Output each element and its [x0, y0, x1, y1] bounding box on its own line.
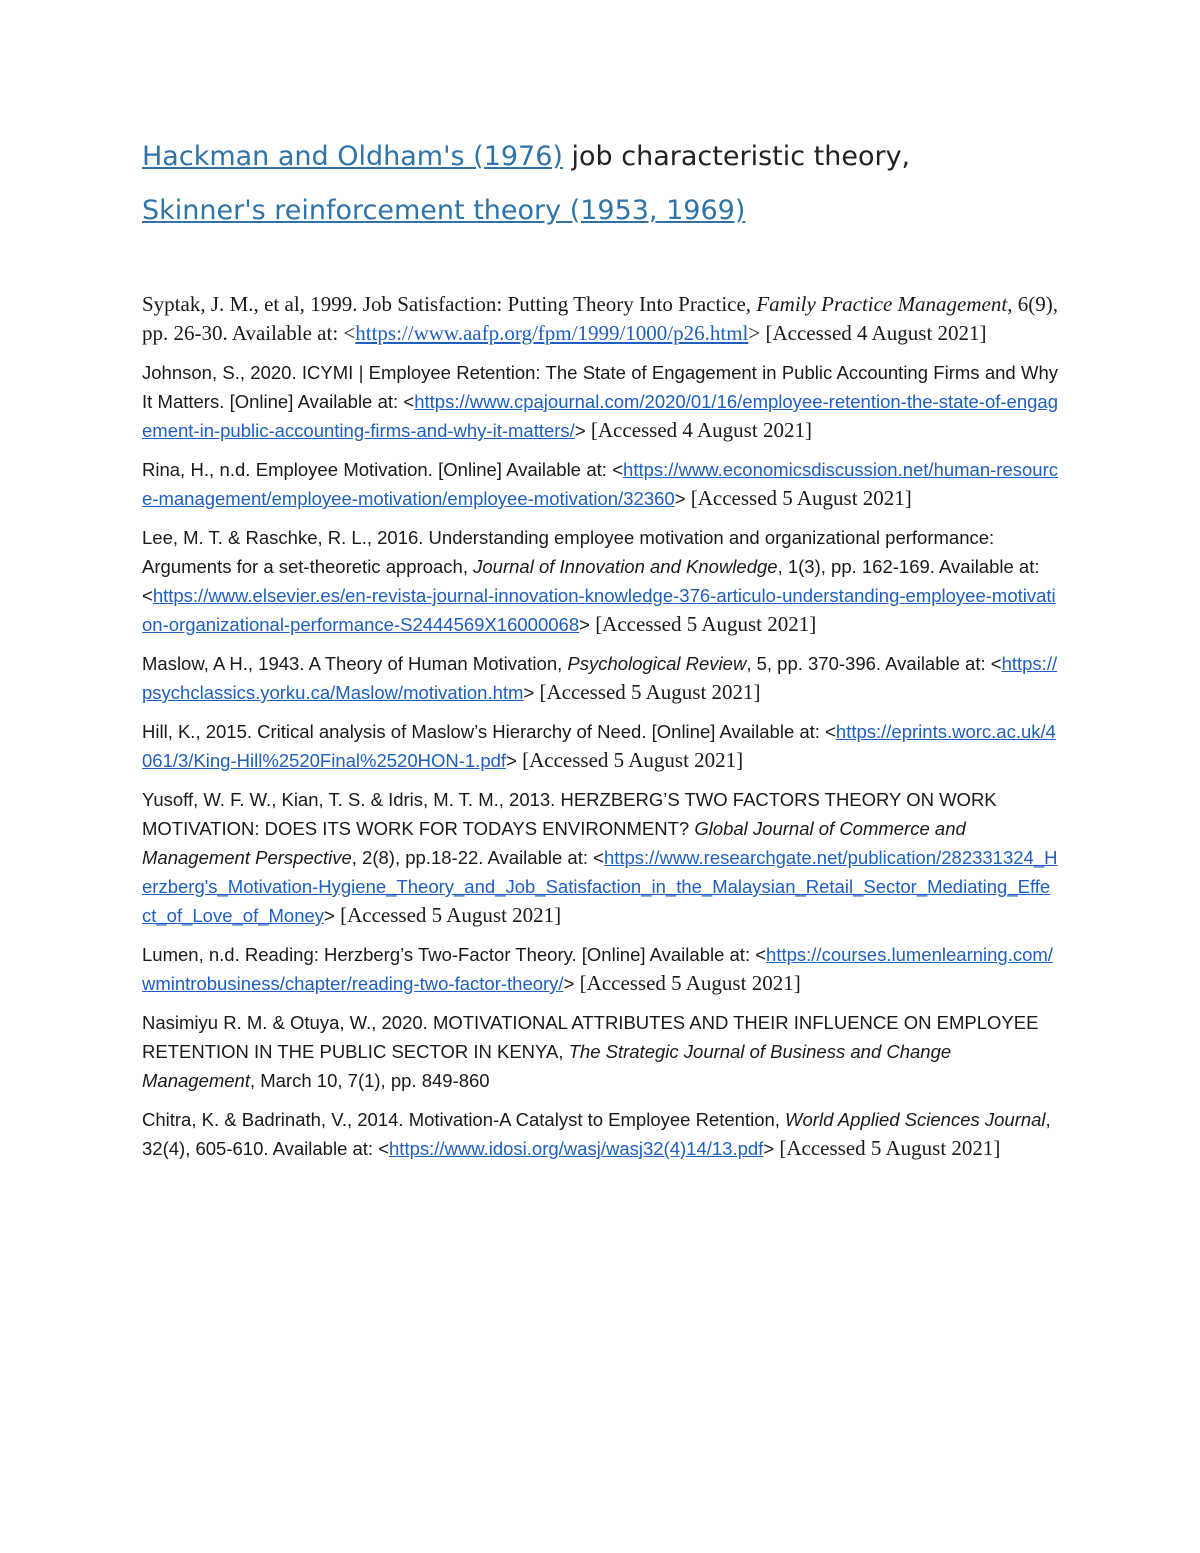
reference-url-link[interactable]: https://www.cpajournal.com/2020/01/16/employee-retention-the-state-of-engagement-in-public-accounting-firms-and-why-it-matters/ — [142, 391, 1058, 441]
reference-text: , 32(4), 605-610. Available at: < — [142, 1109, 1051, 1159]
reference-text: > — [579, 614, 590, 635]
reference-text: , March 10, 7(1), pp. 849-860 — [249, 1070, 490, 1091]
reference-text: Johnson, S., 2020. ICYMI | Employee Retention: The State of Engagement in Public Accounting Firms and Why It Matters. [Online] Available at: < — [142, 362, 1058, 412]
heading-link[interactable]: Skinner's reinforcement theory (1953, 1969) — [142, 195, 746, 226]
reference-text: , 6(9), pp. 26-30. Available at: < — [142, 292, 1058, 345]
reference-accessed: [Accessed 5 August 2021] — [774, 1136, 1001, 1160]
reference-text: > — [574, 420, 586, 441]
reference-journal: Psychological Review — [567, 653, 747, 674]
reference-accessed: [Accessed 5 August 2021] — [589, 612, 817, 636]
reference-text: > — [674, 488, 686, 509]
reference-journal: Journal of Innovation and Knowledge — [473, 556, 778, 577]
reference-accessed: [Accessed 5 August 2021] — [574, 971, 801, 995]
reference-url-link[interactable]: https://psychclassics.yorku.ca/Maslow/motivation.htm — [142, 653, 1058, 703]
heading-hackman-oldham — [142, 138, 1058, 176]
reference-item — [142, 649, 1058, 707]
reference-text: > — [763, 1138, 775, 1159]
reference-text: > — [748, 321, 761, 345]
document-page — [142, 138, 1058, 1173]
reference-accessed: [Accessed 5 August 2021] — [334, 903, 562, 927]
reference-item — [142, 523, 1058, 639]
reference-accessed: [Accessed 4 August 2021] — [585, 418, 812, 442]
heading-text: job characteristic theory, — [562, 141, 911, 172]
reference-text: Lee, M. T. & Raschke, R. L., 2016. Understanding employee motivation and organizational performance: Arguments for a set-theoretic approach, — [142, 527, 995, 577]
reference-item — [142, 358, 1058, 445]
reference-text: Maslow, A H., 1943. A Theory of Human Motivation, — [142, 653, 568, 674]
reference-url-link[interactable]: https://www.economicsdiscussion.net/human-resource-management/employee-motivation/employee-motivation/32360 — [142, 459, 1058, 509]
reference-url-link[interactable]: https://www.researchgate.net/publication/282331324_Herzberg's_Motivation-Hygiene_Theory_and_Job_Satisfaction_in_the_Malaysian_Retail_Sector_Mediating_Effect_of_Love_of_Money — [142, 847, 1058, 926]
reference-text: > — [324, 905, 335, 926]
reference-url-link[interactable]: https://www.idosi.org/wasj/wasj32(4)14/13.pdf — [389, 1138, 764, 1159]
reference-item — [142, 455, 1058, 513]
reference-text: , 1(3), pp. 162-169. Available at: < — [142, 556, 1040, 606]
heading-link[interactable]: Hackman and Oldham's (1976) — [142, 141, 563, 172]
reference-text: Rina, H., n.d. Employee Motivation. [Online] Available at: < — [142, 459, 624, 480]
reference-url-link[interactable]: https://www.elsevier.es/en-revista-journal-innovation-knowledge-376-articulo-understanding-employee-motivation-organizational-performance-S2444569X16000068 — [142, 585, 1056, 635]
reference-item — [142, 1008, 1058, 1095]
reference-journal: World Applied Sciences Journal — [785, 1109, 1046, 1130]
reference-journal: Family Practice Management — [756, 292, 1008, 316]
reference-accessed: [Accessed 5 August 2021] — [685, 486, 912, 510]
reference-text: Hill, K., 2015. Critical analysis of Maslow’s Hierarchy of Need. [Online] Available at: < — [142, 721, 836, 742]
reference-url-link[interactable]: https://eprints.worc.ac.uk/4061/3/King-Hill%2520Final%2520HON-1.pdf — [142, 721, 1056, 771]
reference-text: > — [506, 750, 517, 771]
reference-item — [142, 290, 1058, 348]
reference-text: Syptak, J. M., et al, 1999. Job Satisfaction: Putting Theory Into Practice, — [142, 292, 757, 316]
reference-item — [142, 717, 1058, 775]
reference-accessed: [Accessed 5 August 2021] — [534, 680, 761, 704]
reference-url-link[interactable]: https://courses.lumenlearning.com/wmintrobusiness/chapter/reading-two-factor-theory/ — [142, 944, 1053, 994]
reference-text: Nasimiyu R. M. & Otuya, W., 2020. MOTIVATIONAL ATTRIBUTES AND THEIR INFLUENCE ON EMPLOYEE RETENTION IN THE PUBLIC SECTOR IN KENYA, — [142, 1012, 1039, 1062]
reference-text: Lumen, n.d. Reading: Herzberg’s Two-Factor Theory. [Online] Available at: < — [142, 944, 767, 965]
reference-text: , 2(8), pp.18-22. Available at: < — [351, 847, 604, 868]
reference-item — [142, 940, 1058, 998]
reference-accessed: [Accessed 4 August 2021] — [760, 321, 987, 345]
reference-url-link[interactable]: https://www.aafp.org/fpm/1999/1000/p26.html — [355, 321, 749, 345]
reference-text: Yusoff, W. F. W., Kian, T. S. & Idris, M. T. M., 2013. HERZBERG’S TWO FACTORS THEORY ON WORK MOTIVATION: DOES ITS WORK FOR TODAYS ENVIRONMENT? — [142, 789, 997, 839]
reference-text: Chitra, K. & Badrinath, V., 2014. Motivation-A Catalyst to Employee Retention, — [142, 1109, 786, 1130]
reference-text: > — [523, 682, 535, 703]
reference-journal: The Strategic Journal of Business and Change Management — [142, 1041, 952, 1091]
reference-accessed: [Accessed 5 August 2021] — [516, 748, 744, 772]
reference-text: , 5, pp. 370-396. Available at: < — [746, 653, 1002, 674]
reference-journal: Global Journal of Commerce and Management Perspective — [142, 818, 966, 868]
heading-skinner — [142, 192, 1058, 230]
reference-text: > — [563, 973, 575, 994]
reference-item — [142, 785, 1058, 930]
reference-item — [142, 1105, 1058, 1163]
